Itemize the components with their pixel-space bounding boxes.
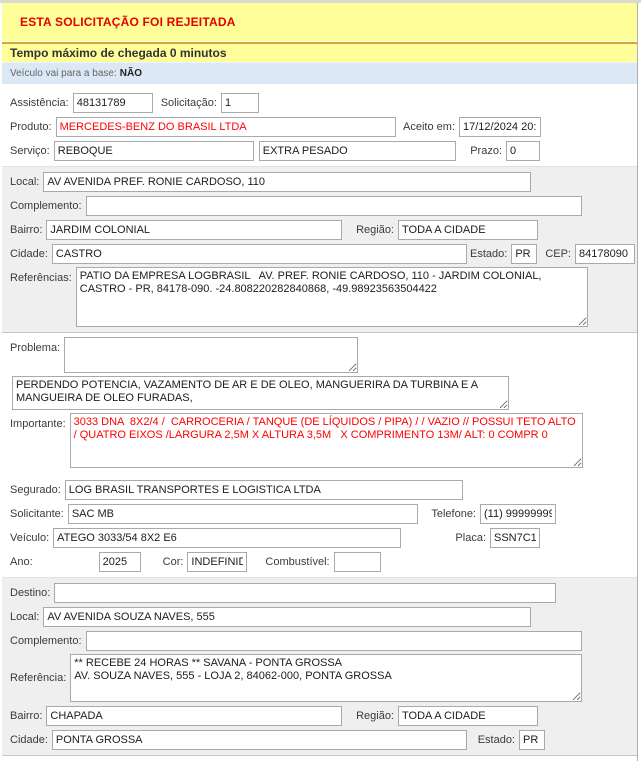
row-destino bbox=[2, 581, 637, 604]
destino-complemento-input[interactable] bbox=[86, 631, 582, 651]
aceito-em-input[interactable] bbox=[459, 117, 541, 137]
row-servico bbox=[2, 139, 637, 162]
destino-local-label: Local: bbox=[10, 610, 40, 623]
cidade-label: Cidade: bbox=[10, 247, 48, 260]
servico-label: Serviço: bbox=[10, 144, 50, 157]
cep-label: CEP: bbox=[545, 247, 571, 260]
row-problema bbox=[2, 336, 637, 374]
cep-input[interactable] bbox=[575, 244, 635, 264]
ano-label: Ano: bbox=[10, 555, 33, 568]
max-arrival-time-bar bbox=[2, 42, 637, 62]
importante-textarea[interactable] bbox=[70, 413, 583, 468]
solicitacao-label: Solicitação: bbox=[160, 96, 217, 109]
row-destino-bairro bbox=[2, 704, 637, 727]
row-problema-detalhe bbox=[2, 375, 637, 411]
bairro-label: Bairro: bbox=[10, 223, 43, 236]
row-solicitante bbox=[2, 502, 637, 525]
local-label: Local: bbox=[10, 175, 40, 188]
section-origin-address bbox=[2, 166, 637, 333]
placa-input[interactable] bbox=[490, 528, 540, 548]
solicitante-input[interactable] bbox=[68, 504, 418, 524]
max-arrival-time-text: Tempo máximo de chegada 0 minutos bbox=[10, 46, 227, 60]
prazo-label: Prazo: bbox=[470, 144, 502, 157]
veiculo-label: Veículo: bbox=[10, 531, 50, 544]
problema-detalhe-textarea[interactable] bbox=[12, 376, 509, 410]
importante-label: Importante: bbox=[10, 418, 66, 430]
solicitante-label: Solicitante: bbox=[10, 507, 64, 520]
section-identification bbox=[2, 84, 637, 166]
row-destino-local bbox=[2, 605, 637, 628]
veiculo-input[interactable] bbox=[53, 528, 401, 548]
row-veiculo bbox=[2, 526, 637, 549]
row-segurado bbox=[2, 478, 637, 501]
destino-local-input[interactable] bbox=[43, 607, 531, 627]
row-importante bbox=[2, 412, 637, 469]
problema-label: Problema: bbox=[10, 342, 61, 354]
complemento-label: Complemento: bbox=[10, 199, 82, 212]
destino-cidade-label: Cidade: bbox=[10, 733, 48, 746]
row-destino-cidade bbox=[2, 728, 637, 751]
request-detail-panel bbox=[2, 3, 638, 761]
servico-tipo-input[interactable] bbox=[259, 141, 456, 161]
row-bairro bbox=[2, 218, 637, 241]
telefone-input[interactable] bbox=[480, 504, 556, 524]
telefone-label: Telefone: bbox=[431, 507, 476, 520]
local-input[interactable] bbox=[43, 172, 531, 192]
row-destino-complemento bbox=[2, 629, 637, 652]
problema-textarea[interactable] bbox=[64, 337, 358, 373]
destino-referencia-label: Referência: bbox=[10, 672, 67, 684]
combustivel-label: Combustível: bbox=[265, 555, 330, 568]
destino-input[interactable] bbox=[54, 583, 556, 603]
aceito-em-label: Aceito em: bbox=[403, 120, 455, 133]
row-referencias bbox=[2, 266, 637, 328]
estado-label: Estado: bbox=[470, 247, 508, 260]
referencias-textarea[interactable] bbox=[76, 267, 588, 327]
row-cidade bbox=[2, 242, 637, 265]
regiao-label: Região: bbox=[356, 223, 394, 236]
row-ano-cor-combustivel bbox=[2, 550, 637, 573]
row-assistencia bbox=[2, 91, 637, 114]
servico-input[interactable] bbox=[54, 141, 254, 161]
cor-label: Cor: bbox=[162, 555, 184, 568]
destino-label: Destino: bbox=[10, 586, 51, 599]
row-local bbox=[2, 170, 637, 193]
rejected-banner-text: ESTA SOLICITAÇÃO FOI REJEITADA bbox=[20, 15, 236, 29]
section-problem-vehicle bbox=[2, 333, 637, 577]
assistencia-label: Assistência: bbox=[10, 96, 69, 109]
destino-estado-label: Estado: bbox=[477, 733, 515, 746]
destino-bairro-label: Bairro: bbox=[10, 709, 43, 722]
vehicle-to-base-value: NÃO bbox=[119, 68, 142, 79]
produto-input[interactable] bbox=[56, 117, 396, 137]
destino-complemento-label: Complemento: bbox=[10, 634, 82, 647]
complemento-input[interactable] bbox=[86, 196, 582, 216]
cor-input[interactable] bbox=[187, 552, 247, 572]
referencias-label: Referências: bbox=[10, 272, 72, 284]
assistencia-input[interactable] bbox=[73, 93, 153, 113]
regiao-input[interactable] bbox=[398, 220, 538, 240]
cidade-input[interactable] bbox=[52, 244, 467, 264]
segurado-label: Segurado: bbox=[10, 483, 61, 496]
rejected-banner bbox=[2, 3, 637, 41]
produto-label: Produto: bbox=[10, 120, 52, 133]
destino-regiao-label: Região: bbox=[356, 709, 394, 722]
placa-label: Placa: bbox=[455, 531, 486, 544]
solicitacao-input[interactable] bbox=[221, 93, 259, 113]
ano-input[interactable] bbox=[99, 552, 141, 572]
row-destino-referencia bbox=[2, 653, 637, 703]
estado-input[interactable] bbox=[511, 244, 537, 264]
destino-regiao-input[interactable] bbox=[398, 706, 538, 726]
vehicle-to-base-label: Veículo vai para a base: bbox=[10, 68, 117, 79]
row-complemento bbox=[2, 194, 637, 217]
destino-cidade-input[interactable] bbox=[52, 730, 467, 750]
destino-referencia-textarea[interactable] bbox=[70, 654, 582, 702]
section-destination bbox=[2, 577, 637, 756]
segurado-input[interactable] bbox=[65, 480, 463, 500]
prazo-input[interactable] bbox=[506, 141, 540, 161]
vehicle-to-base-bar bbox=[2, 62, 637, 84]
row-produto bbox=[2, 115, 637, 138]
combustivel-input[interactable] bbox=[334, 552, 381, 572]
destino-estado-input[interactable] bbox=[519, 730, 545, 750]
bairro-input[interactable] bbox=[46, 220, 342, 240]
destino-bairro-input[interactable] bbox=[46, 706, 342, 726]
